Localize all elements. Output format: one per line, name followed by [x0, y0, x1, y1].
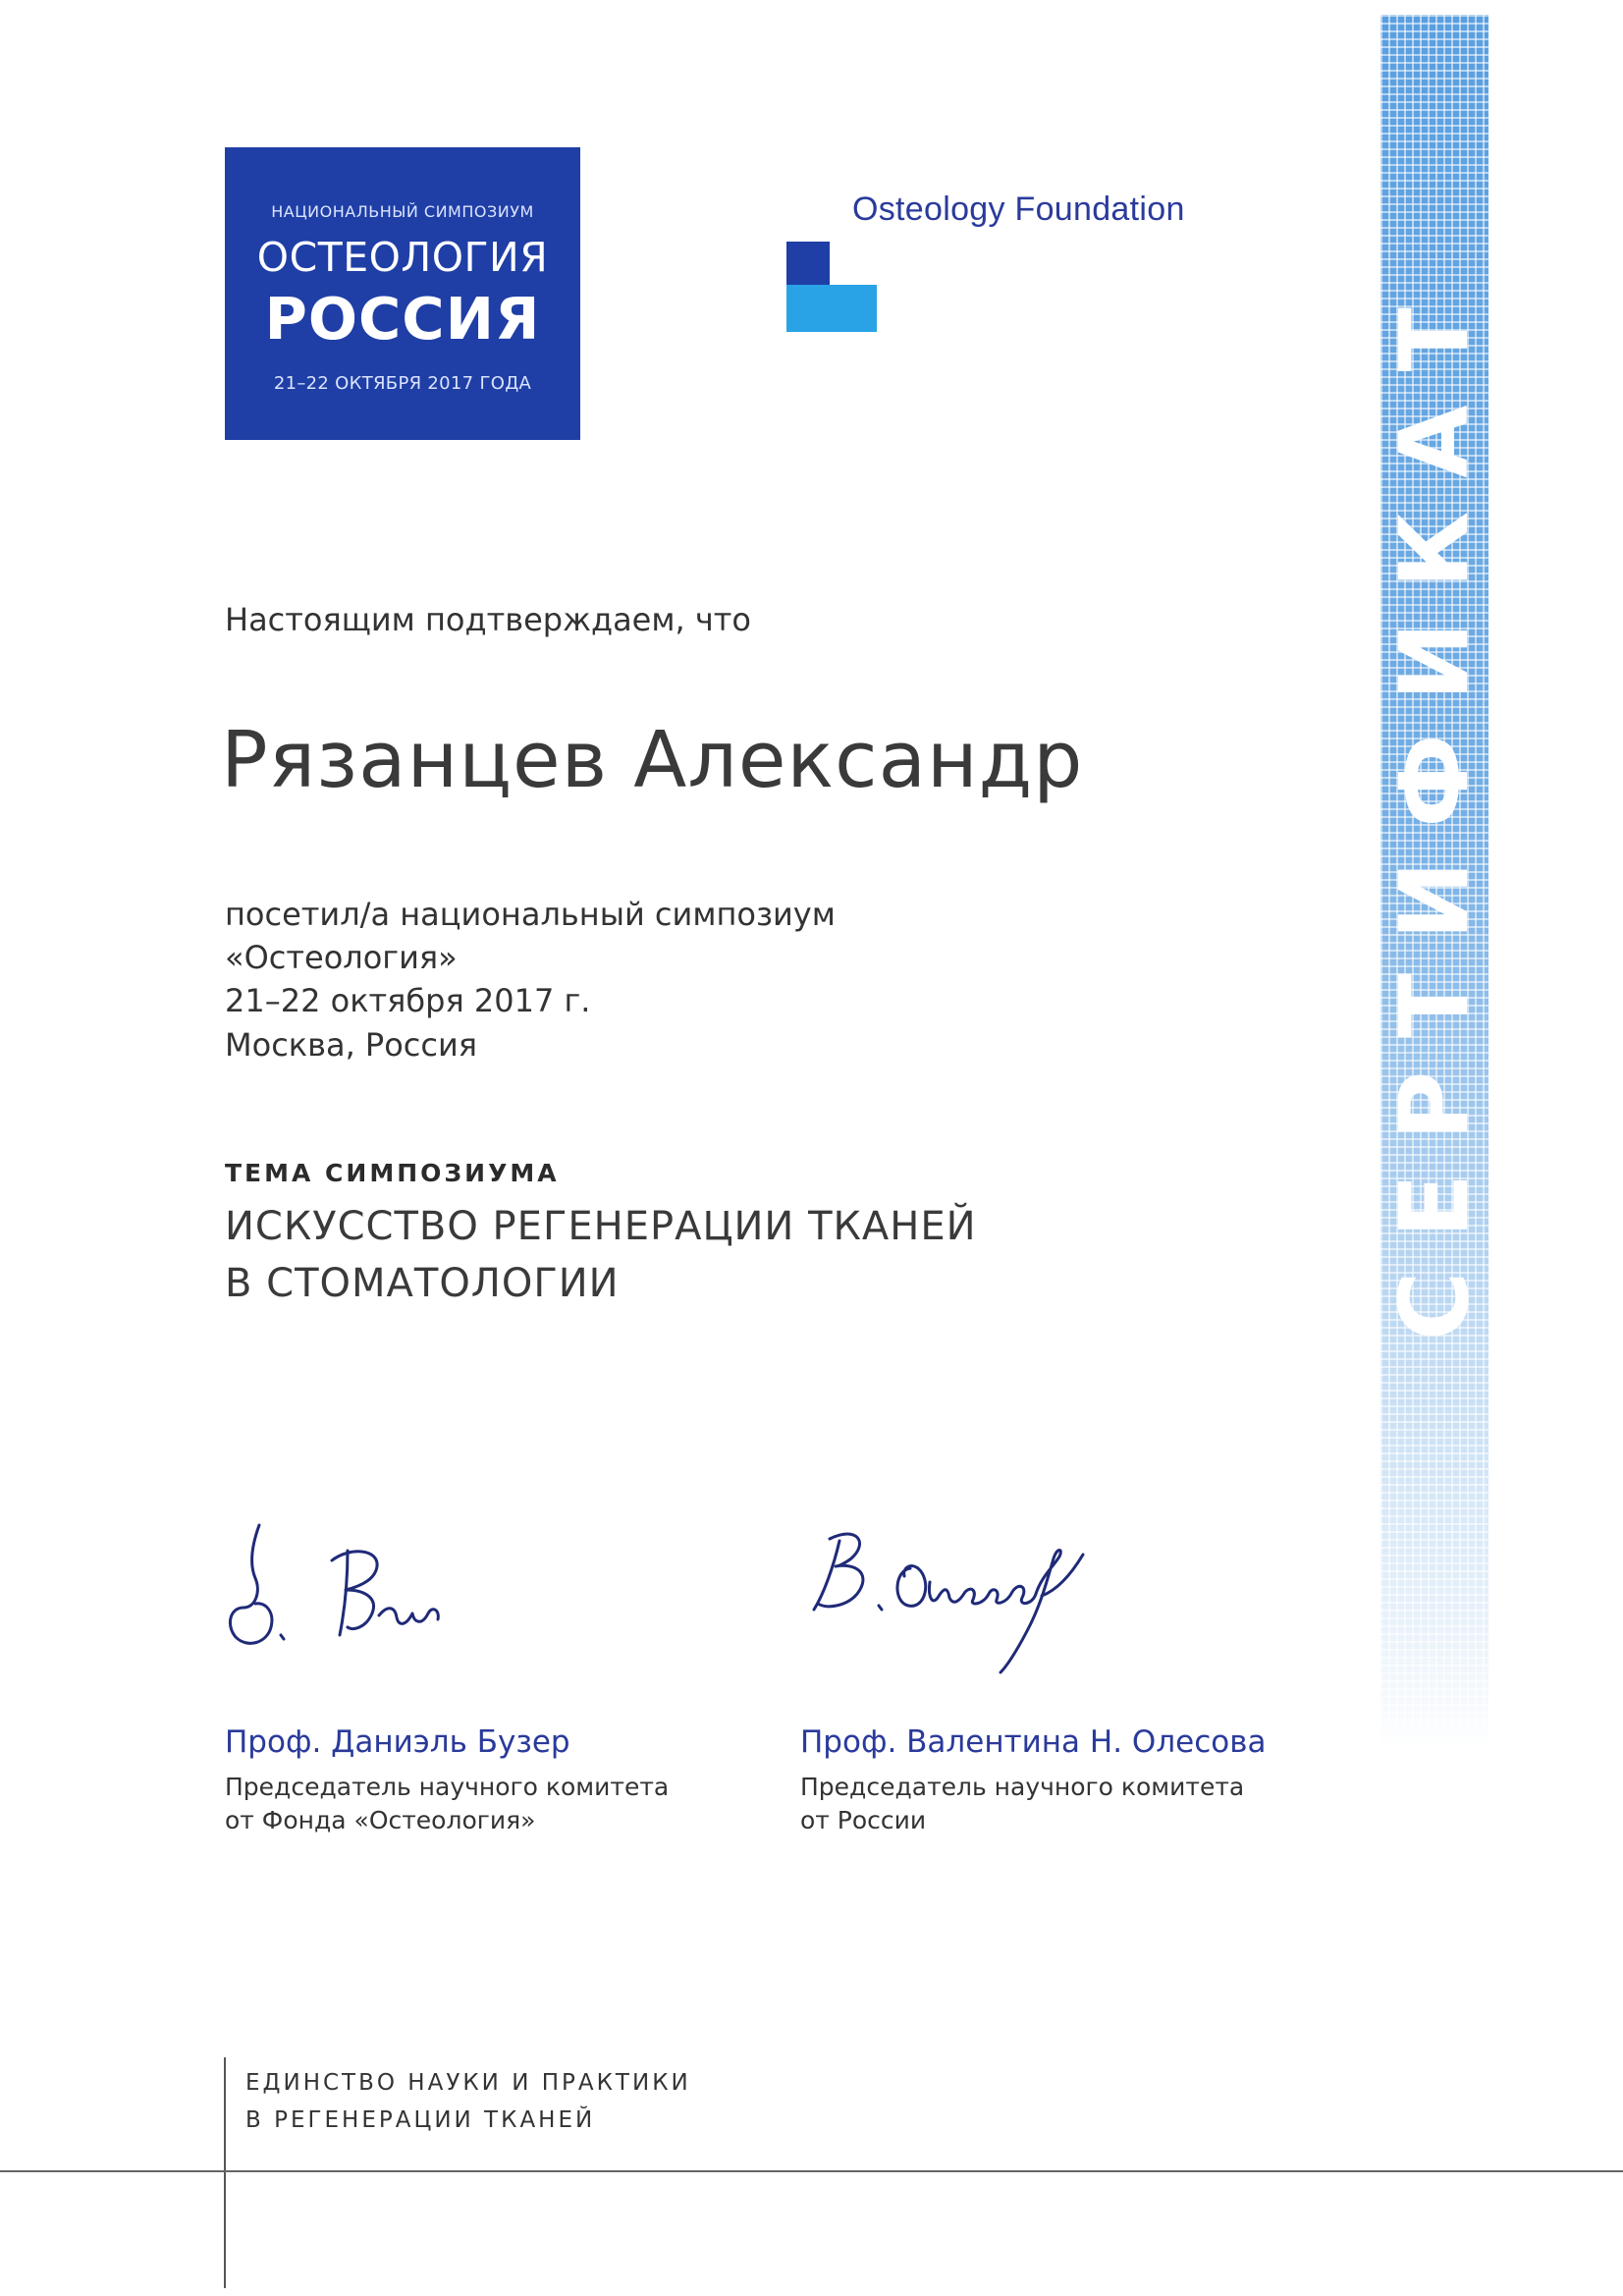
logo-title-line2: РОССИЯ	[264, 285, 541, 353]
signer-role: от России	[800, 1806, 927, 1834]
theme-line: ИСКУССТВО РЕГЕНЕРАЦИИ ТКАНЕЙ	[225, 1204, 977, 1249]
footer-motto-line: ЕДИНСТВО НАУКИ И ПРАКТИКИ	[245, 2070, 691, 2096]
signer-role: от Фонда «Остеология»	[225, 1806, 536, 1834]
theme-line: В СТОМАТОЛОГИИ	[225, 1261, 620, 1306]
signer-name: Проф. Даниэль Бузер	[225, 1724, 570, 1760]
theme-label: ТЕМА СИМПОЗИУМА	[225, 1159, 560, 1187]
recipient-name: Рязанцев Александр	[221, 715, 1084, 805]
foundation-name: Osteology Foundation	[852, 191, 1185, 228]
attendance-line: Москва, Россия	[225, 1026, 478, 1064]
footer-divider-vertical	[224, 2057, 226, 2288]
attendance-line: «Остеология»	[225, 939, 458, 976]
certificate-band	[1380, 15, 1488, 1753]
logo-title-line1: ОСТЕОЛОГИЯ	[256, 234, 549, 281]
signature-olesova-icon	[800, 1507, 1149, 1684]
signer-name: Проф. Валентина Н. Олесова	[800, 1724, 1267, 1760]
certificate-title: СЕРТИФИКАТ	[1380, 273, 1489, 1340]
signer-role: Председатель научного комитета	[225, 1773, 670, 1801]
attendance-line: 21–22 октября 2017 г.	[225, 982, 591, 1019]
signer-role: Председатель научного комитета	[800, 1773, 1245, 1801]
osteology-foundation-logo-icon	[786, 242, 877, 332]
attendance-line: посетил/а национальный симпозиум	[225, 896, 836, 933]
intro-text: Настоящим подтверждаем, что	[225, 601, 751, 638]
logo-subtitle: НАЦИОНАЛЬНЫЙ СИМПОЗИУМ	[271, 202, 534, 221]
footer-motto-line: В РЕГЕНЕРАЦИИ ТКАНЕЙ	[245, 2107, 596, 2133]
logo-dates: 21–22 ОКТЯБРЯ 2017 ГОДА	[273, 373, 532, 394]
signature-buser-icon	[222, 1517, 487, 1655]
symposium-logo	[225, 147, 580, 440]
footer-divider-horizontal	[0, 2170, 1623, 2172]
